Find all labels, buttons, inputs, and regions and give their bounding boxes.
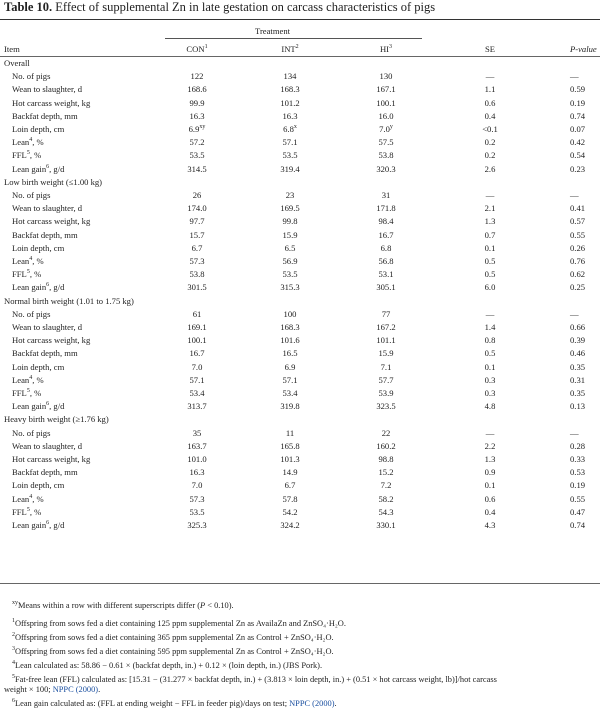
cell-se: 0.7 bbox=[484, 229, 496, 240]
cell-p: — bbox=[570, 71, 579, 82]
row-label: Hot carcass weight, kg bbox=[12, 216, 91, 227]
row-label: No. of pigs bbox=[12, 308, 51, 319]
cell-p: 0.42 bbox=[570, 137, 586, 148]
table-title-text: Effect of supplemental Zn in late gestation on carcass characteristics of pigs bbox=[55, 0, 436, 14]
cell-int: 169.5 bbox=[280, 203, 300, 214]
row-label: Hot carcass weight, kg bbox=[12, 454, 91, 464]
cell-con: 57.1 bbox=[189, 374, 205, 385]
row-label: Wean to slaughter, d bbox=[12, 203, 83, 214]
cell-con: 35 bbox=[192, 427, 202, 438]
cell-hi: 330.1 bbox=[376, 520, 396, 530]
row-label: FFL$^5$, % bbox=[12, 506, 42, 517]
cell-con: 16.7 bbox=[189, 348, 205, 359]
cell-p: 0.19 bbox=[570, 97, 586, 108]
cell-int: 168.3 bbox=[280, 322, 300, 332]
cell-con: 325.3 bbox=[187, 520, 207, 530]
cell-con: 301.5 bbox=[187, 282, 207, 293]
cell-se: 0.5 bbox=[484, 269, 496, 280]
cell-se: 1.1 bbox=[484, 84, 496, 95]
cell-p: 0.59 bbox=[570, 84, 586, 95]
row-label: Lean$^4$, % bbox=[12, 256, 44, 266]
cell-con: 57.3 bbox=[189, 256, 205, 266]
cell-hi: 53.9 bbox=[378, 388, 394, 398]
cell-hi: 22 bbox=[381, 427, 391, 438]
cell-con: 16.3 bbox=[189, 467, 205, 478]
cell-con: 97.7 bbox=[189, 216, 205, 227]
cell-hi: 77 bbox=[381, 308, 391, 319]
row-label: Lean$^4$, % bbox=[12, 374, 44, 385]
cell-p: 0.76 bbox=[570, 256, 586, 266]
cell-p: 0.46 bbox=[570, 348, 586, 359]
col-se-header: SE bbox=[484, 44, 496, 54]
cell-int: 101.2 bbox=[280, 97, 300, 108]
cell-con: 53.8 bbox=[189, 269, 205, 280]
cell-con: 174.0 bbox=[187, 203, 207, 214]
cell-con: $6.9^{xy}$ bbox=[188, 124, 206, 134]
cell-se: — bbox=[485, 308, 495, 319]
cell-p: 0.55 bbox=[570, 229, 586, 240]
cell-int: 6.8$^x$ bbox=[283, 124, 297, 134]
cell-con: 53.4 bbox=[189, 388, 205, 398]
row-label: Lean gain$^6$, g/d bbox=[12, 163, 65, 174]
cell-se: 6.0 bbox=[484, 282, 496, 293]
bottom-rule bbox=[0, 583, 600, 584]
cell-con: 26 bbox=[192, 190, 202, 200]
header-rule bbox=[0, 56, 600, 57]
cell-con: 100.1 bbox=[187, 335, 207, 346]
cell-p: 0.35 bbox=[570, 361, 586, 372]
cell-se: 1.3 bbox=[484, 216, 496, 227]
cell-con: 16.3 bbox=[189, 110, 205, 121]
row-label: No. of pigs bbox=[12, 71, 51, 82]
footnote-5-cont: weight × 100; NPPC (2000). bbox=[4, 685, 101, 694]
cell-con: 101.0 bbox=[187, 454, 207, 464]
cell-hi: 7.1 bbox=[380, 361, 392, 372]
cell-se: 0.2 bbox=[484, 150, 496, 161]
cell-p: 0.35 bbox=[570, 388, 586, 398]
row-label: Lean gain$^6$, g/d bbox=[12, 520, 65, 530]
cell-int: 101.6 bbox=[280, 335, 300, 346]
cell-p: — bbox=[570, 190, 579, 200]
row-label: No. of pigs bbox=[12, 190, 51, 200]
cell-int: 165.8 bbox=[280, 440, 300, 451]
cell-hi: 100.1 bbox=[376, 97, 396, 108]
cell-hi: 160.2 bbox=[376, 440, 396, 451]
cell-int: 16.3 bbox=[282, 110, 298, 121]
cell-con: 168.6 bbox=[187, 84, 207, 95]
cell-p: 0.26 bbox=[570, 242, 586, 253]
cell-hi: 323.5 bbox=[376, 401, 396, 412]
row-label: FFL$^5$, % bbox=[12, 150, 42, 161]
row-label: Loin depth, cm bbox=[12, 361, 65, 372]
cell-int: 134 bbox=[283, 71, 297, 82]
cell-int: 319.4 bbox=[280, 163, 300, 174]
row-label: Hot carcass weight, kg bbox=[12, 97, 91, 108]
cell-int: 14.9 bbox=[282, 467, 298, 478]
cell-se: 0.2 bbox=[484, 137, 496, 148]
cell-se: 0.9 bbox=[484, 467, 496, 478]
row-label: Lean$^4$, % bbox=[12, 493, 44, 504]
cell-p: — bbox=[570, 427, 579, 438]
cell-con: 313.7 bbox=[187, 401, 207, 412]
cell-p: 0.28 bbox=[570, 440, 586, 451]
cell-int: 168.3 bbox=[280, 84, 300, 95]
cell-p: 0.74 bbox=[570, 520, 586, 530]
section-title: Heavy birth weight (≥1.76 kg) bbox=[4, 414, 109, 425]
cell-hi: 130 bbox=[379, 71, 393, 82]
cell-int: 57.8 bbox=[282, 493, 298, 504]
cell-p: — bbox=[570, 308, 579, 319]
cell-con: 7.0 bbox=[191, 480, 203, 491]
cell-se: — bbox=[485, 190, 495, 200]
cell-hi: 171.8 bbox=[376, 203, 396, 214]
row-label: Lean gain$^6$, g/d bbox=[12, 282, 65, 293]
cell-p: 0.55 bbox=[570, 493, 586, 504]
cell-hi: 7.0$^y$ bbox=[379, 124, 393, 134]
cell-con: 7.0 bbox=[191, 361, 203, 372]
cell-se: 0.1 bbox=[484, 242, 496, 253]
row-label: Backfat depth, mm bbox=[12, 229, 78, 240]
footnote-2: $^2$Offspring from sows fed a diet containing 365 ppm supplemental Zn as Control + ZnSO₄·H₂O. bbox=[12, 632, 334, 642]
cell-se: 4.3 bbox=[484, 520, 496, 530]
row-label: No. of pigs bbox=[12, 427, 51, 438]
cell-se: 2.6 bbox=[484, 163, 496, 174]
cell-int: 53.4 bbox=[282, 388, 298, 398]
cell-se: 0.6 bbox=[484, 493, 496, 504]
cell-con: 53.5 bbox=[189, 150, 205, 161]
cell-hi: 101.1 bbox=[376, 335, 396, 346]
cell-int: 53.5 bbox=[282, 269, 298, 280]
cell-se: 0.5 bbox=[484, 348, 496, 359]
row-label: Hot carcass weight, kg bbox=[12, 335, 91, 346]
cell-con: 15.7 bbox=[189, 229, 205, 240]
cell-hi: 16.0 bbox=[378, 110, 394, 121]
cell-int: 11 bbox=[285, 427, 295, 438]
cell-p: 0.39 bbox=[570, 335, 586, 346]
cell-con: 314.5 bbox=[187, 163, 207, 174]
cell-int: 6.7 bbox=[284, 480, 296, 491]
cell-hi: 16.7 bbox=[378, 229, 394, 240]
cell-hi: 57.5 bbox=[378, 137, 394, 148]
footnote-xy: $^{xy}$Means within a row with different superscripts differ (P < 0.10). bbox=[12, 600, 234, 610]
cell-int: 16.5 bbox=[282, 348, 298, 359]
row-label: Wean to slaughter, d bbox=[12, 322, 83, 332]
cell-se: 0.1 bbox=[484, 480, 496, 491]
cell-int: 57.1 bbox=[282, 137, 298, 148]
cell-hi: 98.8 bbox=[378, 454, 394, 464]
cell-p: 0.13 bbox=[570, 401, 586, 412]
cell-con: 53.5 bbox=[189, 506, 205, 517]
row-label: Loin depth, cm bbox=[12, 242, 65, 253]
col-con-header: CON$^1$ bbox=[186, 44, 208, 54]
cell-int: 56.9 bbox=[282, 256, 298, 266]
cell-hi: 53.1 bbox=[378, 269, 394, 280]
col-hi-header: $HI^3$ bbox=[379, 44, 393, 54]
nppc-link[interactable]: NPPC (2000) bbox=[289, 699, 335, 708]
cell-p: 0.57 bbox=[570, 216, 586, 227]
row-label: Wean to slaughter, d bbox=[12, 440, 83, 451]
cell-hi: 305.1 bbox=[376, 282, 396, 293]
cell-int: 6.5 bbox=[284, 242, 296, 253]
cell-se: 0.4 bbox=[484, 110, 496, 121]
cell-int: 101.3 bbox=[280, 454, 300, 464]
cell-p: 0.66 bbox=[570, 322, 586, 332]
footnote-1: $^1$Offspring from sows fed a diet containing 125 ppm supplemental Zn as AvailaZn and ZnSO₄·H₂O. bbox=[12, 618, 346, 628]
cell-hi: 98.4 bbox=[378, 216, 394, 227]
cell-hi: 167.2 bbox=[376, 322, 396, 332]
cell-p: 0.74 bbox=[570, 110, 586, 121]
cell-int: 53.5 bbox=[282, 150, 298, 161]
cell-p: 0.33 bbox=[570, 454, 586, 464]
cell-p: 0.07 bbox=[570, 124, 586, 134]
row-label: Backfat depth, mm bbox=[12, 110, 78, 121]
cell-p: 0.23 bbox=[570, 163, 586, 174]
col-p-header: P-value bbox=[570, 44, 597, 54]
cell-se: 2.2 bbox=[484, 440, 496, 451]
cell-int: 319.8 bbox=[280, 401, 300, 412]
cell-int: 99.8 bbox=[282, 216, 298, 227]
top-rule bbox=[0, 19, 600, 20]
cell-hi: 31 bbox=[381, 190, 391, 200]
cell-se: 0.5 bbox=[484, 256, 496, 266]
table-title bbox=[4, 0, 435, 15]
cell-hi: 54.3 bbox=[378, 506, 394, 517]
section-title: Normal birth weight (1.01 to 1.75 kg) bbox=[4, 295, 134, 306]
cell-se: 0.3 bbox=[484, 388, 496, 398]
cell-con: 57.3 bbox=[189, 493, 205, 504]
row-label: Loin depth, cm bbox=[12, 480, 65, 491]
footnote-3: $^3$Offspring from sows fed a diet containing 595 ppm supplemental Zn as Control + ZnSO₄·H₂O. bbox=[12, 646, 334, 656]
row-label: Wean to slaughter, d bbox=[12, 84, 83, 95]
cell-p: 0.31 bbox=[570, 374, 586, 385]
cell-hi: 56.8 bbox=[378, 256, 394, 266]
cell-int: 315.3 bbox=[280, 282, 300, 293]
cell-se: — bbox=[485, 71, 495, 82]
footnote-6: $^6$Lean gain calculated as: (FFL at ending weight − FFL in feeder pig)/days on test; NPPC (2000). bbox=[12, 698, 337, 708]
cell-int: 23 bbox=[285, 190, 295, 200]
cell-se: 1.4 bbox=[484, 322, 496, 332]
row-label: Backfat depth, mm bbox=[12, 348, 78, 359]
footnote-5: $^5$Fat-free lean (FFL) calculated as: [15.31 − (31.277 × backfat depth, in.) + (3.813 × loin depth, in.) + (0.51 × hot carcass weight, lb)]/hot carcass bbox=[12, 674, 497, 684]
cell-p: 0.41 bbox=[570, 203, 586, 214]
cell-se: 4.8 bbox=[484, 401, 496, 412]
treatment-underline bbox=[165, 38, 422, 39]
cell-int: 15.9 bbox=[282, 229, 298, 240]
cell-con: 6.7 bbox=[191, 242, 203, 253]
cell-hi: 15.9 bbox=[378, 348, 394, 359]
treatment-header: Treatment bbox=[255, 26, 291, 36]
cell-con: 61 bbox=[192, 308, 202, 319]
cell-int: 6.9 bbox=[284, 361, 296, 372]
cell-p: 0.53 bbox=[570, 467, 586, 478]
cell-hi: 57.7 bbox=[378, 374, 394, 385]
cell-con: 99.9 bbox=[189, 97, 205, 108]
cell-p: 0.54 bbox=[570, 150, 586, 161]
cell-p: 0.25 bbox=[570, 282, 586, 293]
section-title: Low birth weight (≤1.00 kg) bbox=[4, 176, 103, 187]
footnote-4: $^4$Lean calculated as: 58.86 − 0.61 × (backfat depth, in.) + 0.12 × (loin depth, in.) (JBS Pork). bbox=[12, 660, 323, 670]
row-label: Lean$^4$, % bbox=[12, 137, 44, 148]
cell-se: 0.4 bbox=[484, 506, 496, 517]
cell-se: <0.1 bbox=[482, 124, 498, 134]
row-label: Loin depth, cm bbox=[12, 124, 65, 134]
cell-hi: 15.2 bbox=[378, 467, 394, 478]
cell-p: 0.62 bbox=[570, 269, 586, 280]
cell-p: 0.47 bbox=[570, 506, 586, 517]
col-item-header: Item bbox=[4, 44, 20, 54]
nppc-link[interactable]: NPPC (2000) bbox=[52, 685, 99, 694]
cell-se: 0.3 bbox=[484, 374, 496, 385]
cell-con: 122 bbox=[190, 71, 204, 82]
col-int-header: INT$^2$ bbox=[281, 44, 299, 54]
cell-int: 324.2 bbox=[280, 520, 300, 530]
section-title: Overall bbox=[4, 58, 30, 68]
cell-con: 57.2 bbox=[189, 137, 205, 148]
cell-con: 163.7 bbox=[187, 440, 207, 451]
cell-hi: 53.8 bbox=[378, 150, 394, 161]
cell-int: 57.1 bbox=[282, 374, 298, 385]
cell-se: 2.1 bbox=[484, 203, 496, 214]
cell-se: 0.6 bbox=[484, 97, 496, 108]
row-label: FFL$^5$, % bbox=[12, 269, 42, 280]
row-label: Backfat depth, mm bbox=[12, 467, 78, 478]
cell-se: 1.3 bbox=[484, 454, 496, 464]
cell-se: — bbox=[485, 427, 495, 438]
cell-hi: 320.3 bbox=[376, 163, 396, 174]
row-label: FFL$^5$, % bbox=[12, 388, 42, 398]
cell-int: 54.2 bbox=[282, 506, 298, 517]
cell-hi: 167.1 bbox=[376, 84, 396, 95]
table-label: Table 10. bbox=[4, 0, 53, 14]
row-label: Lean gain$^6$, g/d bbox=[12, 401, 65, 412]
cell-se: 0.1 bbox=[484, 361, 496, 372]
cell-p: 0.19 bbox=[570, 480, 586, 491]
cell-con: 169.1 bbox=[187, 322, 207, 332]
cell-se: 0.8 bbox=[484, 335, 496, 346]
cell-int: 100 bbox=[283, 308, 297, 319]
cell-hi: 58.2 bbox=[378, 493, 394, 504]
cell-hi: 6.8 bbox=[380, 242, 392, 253]
cell-hi: 7.2 bbox=[380, 480, 392, 491]
